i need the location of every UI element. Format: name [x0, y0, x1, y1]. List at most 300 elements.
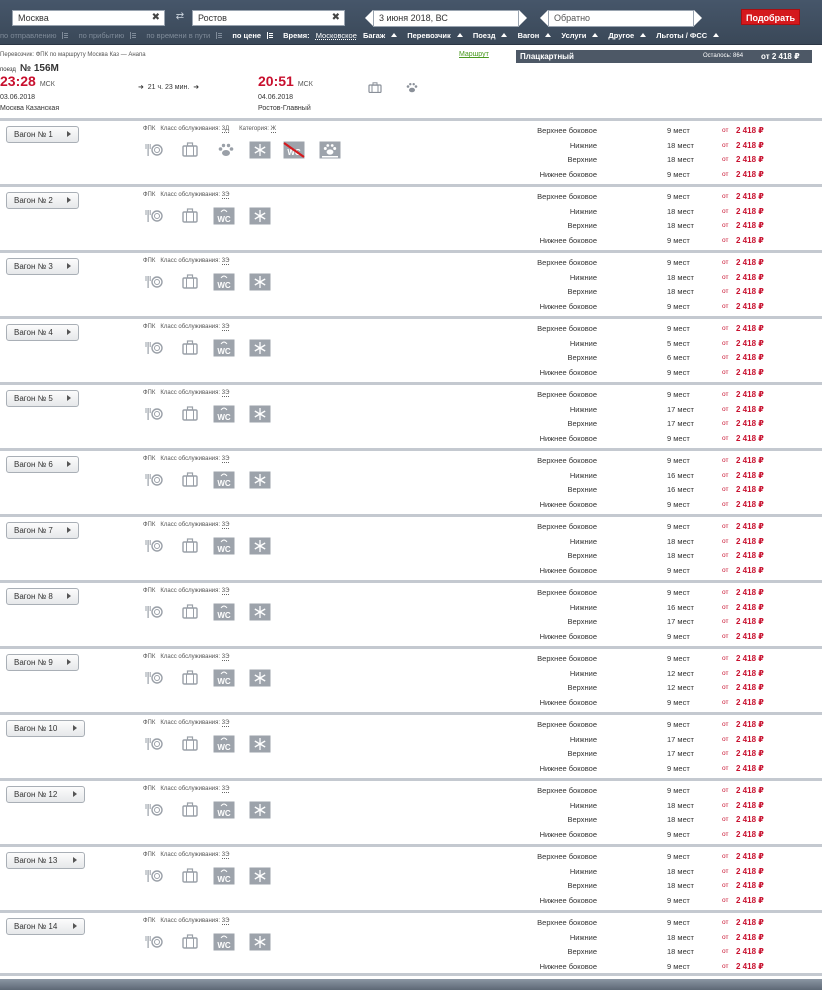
seat-row[interactable]: [560, 535, 822, 550]
seat-row[interactable]: [560, 879, 822, 894]
seat-row[interactable]: [539, 366, 822, 381]
service-class-value[interactable]: 3Э: [221, 720, 230, 726]
air-conditioning-icon: [249, 801, 271, 819]
baggage-icon: [179, 141, 201, 159]
wagon-carrier: ФПК: [143, 390, 156, 396]
sort-filter-bar: [0, 30, 727, 42]
seat-row[interactable]: [560, 403, 822, 418]
price-from-label: от: [722, 919, 729, 926]
service-class-value[interactable]: 3Э: [221, 456, 230, 462]
restaurant-icon: [143, 405, 165, 423]
seat-price: 2 418 ₽: [736, 602, 764, 612]
seat-price-list: [537, 256, 822, 314]
seat-type: Верхнее боковое: [537, 258, 597, 267]
baggage-icon: [179, 867, 201, 885]
seat-row[interactable]: [539, 432, 822, 447]
clear-from-icon[interactable]: ✖: [151, 12, 160, 23]
departure-time-value: 23:28: [0, 73, 36, 89]
service-class-label: Класс обслуживания:: [160, 522, 221, 528]
wagon-row: [0, 250, 822, 316]
price-from-label: от: [722, 933, 729, 941]
seat-row[interactable]: [537, 124, 822, 139]
price-from-label: от: [722, 259, 729, 266]
seat-row[interactable]: [560, 549, 822, 564]
seat-type: Нижнее боковое: [539, 763, 597, 773]
seat-count: 17 мест: [667, 734, 694, 744]
seat-row[interactable]: [560, 681, 822, 696]
wagon-toggle-button[interactable]: Вагон № 7: [6, 522, 79, 539]
seat-count: 18 мест: [667, 140, 694, 150]
duration-value: 21 ч. 23 мин.: [147, 84, 190, 91]
price-from-label: от: [722, 420, 729, 428]
seat-type: Нижнее боковое: [539, 301, 597, 311]
seat-count: 9 мест: [667, 390, 690, 399]
service-class-label: Класс обслуживания:: [160, 324, 221, 330]
seat-type: Верхние: [567, 221, 597, 231]
wagon-toggle-button[interactable]: Вагон № 13: [6, 852, 85, 869]
seat-row[interactable]: [560, 219, 822, 234]
wagon-toggle-button[interactable]: Вагон № 1: [6, 126, 79, 143]
filter-baggage[interactable]: [363, 30, 401, 42]
sort-icon: [216, 32, 222, 39]
restaurant-icon: [143, 339, 165, 357]
service-class-value[interactable]: 3Э: [221, 786, 230, 792]
price-from-label: от: [722, 655, 729, 662]
price-from-label: от: [722, 127, 729, 134]
price-from-label: от: [722, 368, 729, 376]
seat-row[interactable]: [560, 667, 822, 682]
seat-type: Верхние: [567, 815, 597, 825]
svg-text:WC: WC: [217, 941, 231, 950]
seat-row[interactable]: [560, 337, 822, 352]
wagon-toggle-button[interactable]: Вагон № 6: [6, 456, 79, 473]
seat-type: Нижнее боковое: [539, 565, 597, 575]
seat-row[interactable]: [537, 652, 822, 667]
caret-up-icon: [545, 33, 551, 37]
pet-icon: [405, 82, 419, 93]
seat-type: Нижнее боковое: [539, 829, 597, 839]
seat-row[interactable]: [560, 205, 822, 220]
wagon-info: [143, 390, 239, 396]
restaurant-icon: [143, 933, 165, 951]
wagon-carrier: ФПК: [143, 654, 156, 660]
svg-text:WC: WC: [217, 413, 231, 422]
air-conditioning-icon: [249, 933, 271, 951]
filter-carrier[interactable]: [407, 30, 466, 42]
seat-row[interactable]: [537, 388, 822, 403]
seat-row[interactable]: [560, 139, 822, 154]
return-date-input[interactable]: [548, 10, 694, 27]
wagon-info: [143, 654, 239, 660]
seats-left: Осталось: 864: [703, 53, 744, 59]
filter-train[interactable]: [473, 30, 512, 42]
air-conditioning-icon: [249, 339, 271, 357]
air-conditioning-icon: [249, 273, 271, 291]
seat-row[interactable]: [537, 520, 822, 535]
air-conditioning-icon: [249, 867, 271, 885]
seat-count: 9 мест: [667, 895, 690, 905]
seat-type: Нижнее боковое: [539, 367, 597, 377]
train-number-value: № 156М: [19, 63, 59, 74]
service-class-label: Класс обслуживания:: [160, 786, 221, 792]
seat-price: 2 418 ₽: [736, 734, 764, 744]
wagon-toggle-button[interactable]: Вагон № 2: [6, 192, 79, 209]
baggage-icon: [179, 801, 201, 819]
price-from-label: от: [722, 193, 729, 200]
service-class-label: Класс обслуживания:: [160, 258, 221, 264]
wagon-list: [0, 118, 822, 976]
seat-price: 2 418 ₽: [736, 932, 764, 942]
price-from-label: от: [722, 566, 729, 574]
next-date-arrow-icon[interactable]: [519, 10, 527, 26]
wagon-info: [143, 258, 239, 264]
price-from-label: от: [722, 603, 729, 611]
svg-text:WC: WC: [287, 148, 301, 157]
seat-type: Нижние: [569, 800, 597, 810]
seat-price: 2 418 ₽: [736, 169, 764, 179]
svg-text:WC: WC: [217, 809, 231, 818]
class-price-from: от 2 418 ₽: [761, 52, 800, 61]
seat-type: Нижние: [569, 866, 597, 876]
sort-by-departure[interactable]: [0, 30, 72, 42]
class-summary-bar[interactable]: [516, 50, 812, 63]
seat-price: 2 418 ₽: [736, 749, 764, 759]
svg-text:WC: WC: [217, 281, 231, 290]
carrier-line: Перевозчик: ФПК по маршруту Москва Каз — Анапа: [0, 52, 146, 58]
seat-count: 9 мест: [667, 763, 690, 773]
seat-row[interactable]: [560, 285, 822, 300]
bottom-bar: [0, 979, 822, 990]
seat-count: 9 мест: [667, 631, 690, 641]
sort-icon: [62, 32, 68, 39]
seat-row[interactable]: [537, 916, 822, 931]
svg-text:WC: WC: [217, 215, 231, 224]
sort-by-arrival[interactable]: [79, 30, 141, 42]
price-from-label: от: [722, 339, 729, 347]
service-class-label: Класс обслуживания:: [160, 918, 221, 924]
arrival-station: Ростов-Главный: [258, 105, 311, 112]
date-value: 3 июня 2018, ВС: [379, 13, 448, 23]
sort-by-arrival-label: по прибытию: [78, 31, 125, 40]
wagon-row: [0, 712, 822, 778]
sort-by-departure-label: по отправлению: [0, 31, 57, 40]
service-class-value[interactable]: 3Э: [221, 918, 230, 924]
seat-price: 2 418 ₽: [736, 522, 764, 531]
seat-count: 9 мест: [667, 565, 690, 575]
seat-price: 2 418 ₽: [736, 895, 764, 905]
price-from-label: от: [722, 962, 729, 970]
seat-count: 17 мест: [667, 419, 694, 429]
seat-row[interactable]: [537, 454, 822, 469]
wagon-toggle-button[interactable]: Вагон № 14: [6, 918, 85, 935]
price-from-label: от: [722, 325, 729, 332]
price-from-label: от: [722, 471, 729, 479]
price-from-label: от: [722, 735, 729, 743]
seat-row[interactable]: [539, 630, 822, 645]
to-station-input[interactable]: [192, 10, 345, 26]
filter-carrier-label: Перевозчик: [407, 31, 451, 40]
category-label: Категория:: [239, 126, 269, 132]
seat-count: 18 мест: [667, 206, 694, 216]
seat-row[interactable]: [539, 828, 822, 843]
seat-row[interactable]: [537, 718, 822, 733]
wagon-row: [0, 184, 822, 250]
category-value[interactable]: Ж: [270, 126, 277, 132]
return-next-arrow-icon[interactable]: [694, 10, 702, 26]
wc-icon: [213, 273, 235, 291]
wagon-row: [0, 646, 822, 712]
service-class-value[interactable]: 3Д: [221, 126, 230, 132]
wagon-info: [143, 918, 239, 924]
seat-type: Верхнее боковое: [537, 786, 597, 795]
seat-type: Верхнее боковое: [537, 456, 597, 465]
service-class-label: Класс обслуживания:: [160, 588, 221, 594]
filter-wagon[interactable]: [518, 30, 556, 42]
sort-by-travel-time[interactable]: [146, 30, 226, 42]
seat-price: 2 418 ₽: [736, 763, 764, 773]
seat-type: Верхнее боковое: [537, 324, 597, 333]
seat-price: 2 418 ₽: [736, 235, 764, 245]
wagon-carrier: ФПК: [143, 324, 156, 330]
wagon-row: [0, 844, 822, 910]
seat-price: 2 418 ₽: [736, 881, 764, 891]
price-from-label: от: [722, 222, 729, 230]
seat-row[interactable]: [539, 960, 822, 975]
seat-row[interactable]: [560, 483, 822, 498]
seat-price: 2 418 ₽: [736, 947, 764, 957]
prev-date-arrow-icon[interactable]: [365, 10, 373, 26]
price-from-label: от: [722, 523, 729, 530]
seat-count: 9 мест: [667, 258, 690, 267]
seat-type: Нижние: [569, 338, 597, 348]
seat-row[interactable]: [537, 190, 822, 205]
filter-benefits[interactable]: [656, 30, 723, 42]
seat-price: 2 418 ₽: [736, 829, 764, 839]
seat-row[interactable]: [537, 256, 822, 271]
seat-row[interactable]: [539, 234, 822, 249]
filter-services[interactable]: [561, 30, 602, 42]
arrival-tz: МСК: [297, 81, 313, 88]
seat-count: 9 мест: [667, 720, 690, 729]
baggage-icon: [179, 603, 201, 621]
seat-count: 18 мест: [667, 155, 694, 165]
seat-row[interactable]: [539, 168, 822, 183]
service-class-label: Класс обслуживания:: [160, 654, 221, 660]
service-class-value[interactable]: 3Э: [221, 192, 230, 198]
swap-stations-icon[interactable]: ⇄: [175, 11, 185, 22]
svg-text:WC: WC: [217, 545, 231, 554]
wagon-toggle-button[interactable]: Вагон № 3: [6, 258, 79, 275]
sort-by-price[interactable]: [232, 30, 277, 42]
wc-icon: [213, 933, 235, 951]
clear-to-icon[interactable]: ✖: [331, 12, 340, 23]
seat-count: 9 мест: [667, 456, 690, 465]
seat-count: 18 мест: [667, 881, 694, 891]
pet-icon: [215, 141, 237, 159]
price-from-label: от: [722, 391, 729, 398]
service-class-value[interactable]: 3Э: [221, 522, 230, 528]
wagon-toggle-button[interactable]: Вагон № 12: [6, 786, 85, 803]
air-conditioning-icon: [249, 735, 271, 753]
date-input[interactable]: [373, 10, 519, 27]
seat-row[interactable]: [539, 300, 822, 315]
to-station-value: Ростов: [198, 13, 227, 23]
filter-other[interactable]: [608, 30, 650, 42]
wagon-toggle-button[interactable]: Вагон № 4: [6, 324, 79, 341]
seat-price-list: [537, 520, 822, 578]
service-class-value[interactable]: 3Э: [221, 258, 230, 264]
seat-count: 9 мест: [667, 433, 690, 443]
seat-row[interactable]: [537, 322, 822, 337]
wagon-row: [0, 448, 822, 514]
seat-price: 2 418 ₽: [736, 272, 764, 282]
seat-type: Нижнее боковое: [539, 697, 597, 707]
seat-type: Верхнее боковое: [537, 588, 597, 597]
air-conditioning-icon: [249, 537, 271, 555]
seat-row[interactable]: [560, 469, 822, 484]
restaurant-icon: [143, 867, 165, 885]
restaurant-icon: [143, 669, 165, 687]
wagon-carrier: ФПК: [143, 588, 156, 594]
arrival-time-value: 20:51: [258, 73, 294, 89]
departure-time: [0, 73, 55, 89]
route-link[interactable]: Маршрут: [459, 51, 489, 58]
seat-type: Верхние: [567, 485, 597, 495]
price-from-label: от: [722, 156, 729, 164]
seat-price: 2 418 ₽: [736, 815, 764, 825]
service-class-value[interactable]: 3Э: [221, 852, 230, 858]
seat-row[interactable]: [560, 615, 822, 630]
seat-type: Нижние: [569, 602, 597, 612]
sort-by-price-label: по цене: [232, 31, 262, 40]
service-class-value[interactable]: 3Э: [221, 654, 230, 660]
seat-row[interactable]: [560, 799, 822, 814]
from-station-input[interactable]: [12, 10, 165, 26]
seat-row[interactable]: [537, 850, 822, 865]
caret-up-icon: [391, 33, 397, 37]
price-from-label: от: [722, 684, 729, 692]
wc-icon: [213, 801, 235, 819]
seat-row[interactable]: [560, 153, 822, 168]
seat-row[interactable]: [560, 865, 822, 880]
price-from-label: от: [722, 288, 729, 296]
wagon-row: [0, 910, 822, 976]
sort-icon: [267, 32, 273, 39]
seat-row[interactable]: [560, 733, 822, 748]
seat-row[interactable]: [537, 784, 822, 799]
seat-price: 2 418 ₽: [736, 324, 764, 333]
seat-count: 9 мест: [667, 169, 690, 179]
price-from-label: от: [722, 457, 729, 464]
seat-price: 2 418 ₽: [736, 683, 764, 693]
seat-price: 2 418 ₽: [736, 353, 764, 363]
seat-price: 2 418 ₽: [736, 301, 764, 311]
seat-row[interactable]: [560, 813, 822, 828]
wc-icon: [213, 603, 235, 621]
service-class-label: Класс обслуживания:: [160, 192, 221, 198]
seat-count: 9 мест: [667, 829, 690, 839]
seat-row[interactable]: [560, 417, 822, 432]
seat-row[interactable]: [560, 271, 822, 286]
seat-price: 2 418 ₽: [736, 668, 764, 678]
service-class-label: Класс обслуживания:: [160, 390, 221, 396]
seat-price-list: [537, 388, 822, 446]
baggage-icon: [179, 273, 201, 291]
seat-row[interactable]: [560, 747, 822, 762]
seat-type: Верхние: [567, 881, 597, 891]
filter-benefits-label: Льготы / ФСС: [656, 31, 708, 40]
seat-price-list: [537, 652, 822, 710]
wagon-row: [0, 778, 822, 844]
price-from-label: от: [722, 801, 729, 809]
seat-row[interactable]: [539, 894, 822, 909]
wagon-toggle-button[interactable]: Вагон № 8: [6, 588, 79, 605]
wagon-info: [143, 588, 239, 594]
baggage-icon: [368, 82, 382, 93]
seat-row[interactable]: [560, 945, 822, 960]
filter-baggage-label: Багаж: [362, 31, 386, 40]
seat-type: Верхнее боковое: [537, 720, 597, 729]
price-from-label: от: [722, 537, 729, 545]
price-from-label: от: [722, 750, 729, 758]
service-class-value[interactable]: 3Э: [221, 588, 230, 594]
time-zone-select[interactable]: Московское: [315, 31, 357, 40]
seat-type: Нижнее боковое: [539, 895, 597, 905]
service-class-value[interactable]: 3Э: [221, 390, 230, 396]
price-from-label: от: [722, 500, 729, 508]
seat-row[interactable]: [560, 601, 822, 616]
air-conditioning-icon: [249, 669, 271, 687]
find-button[interactable]: Подобрать: [741, 9, 800, 25]
seat-price: 2 418 ₽: [736, 565, 764, 575]
seat-count: 12 мест: [667, 683, 694, 693]
price-from-label: от: [722, 170, 729, 178]
service-class-label: Класс обслуживания:: [160, 126, 221, 132]
seat-row[interactable]: [539, 498, 822, 513]
baggage-icon: [179, 471, 201, 489]
air-conditioning-icon: [249, 207, 271, 225]
air-conditioning-icon: [249, 141, 271, 159]
seat-row[interactable]: [560, 351, 822, 366]
svg-text:WC: WC: [217, 743, 231, 752]
seat-type: Верхние: [567, 419, 597, 429]
price-from-label: от: [722, 552, 729, 560]
seat-row[interactable]: [539, 696, 822, 711]
wagon-toggle-button[interactable]: Вагон № 10: [6, 720, 85, 737]
return-prev-arrow-icon[interactable]: [540, 10, 548, 26]
seat-row[interactable]: [537, 586, 822, 601]
wagon-info: [143, 126, 286, 132]
service-class-value[interactable]: 3Э: [221, 324, 230, 330]
seat-price: 2 418 ₽: [736, 852, 764, 861]
wagon-toggle-button[interactable]: Вагон № 5: [6, 390, 79, 407]
seat-type: Нижние: [569, 932, 597, 942]
seat-type: Верхние: [567, 683, 597, 693]
wagon-toggle-button[interactable]: Вагон № 9: [6, 654, 79, 671]
seat-row[interactable]: [560, 931, 822, 946]
seat-price: 2 418 ₽: [736, 155, 764, 165]
seat-count: 12 мест: [667, 668, 694, 678]
wc-icon: [213, 735, 235, 753]
seat-row[interactable]: [539, 564, 822, 579]
price-from-label: от: [722, 787, 729, 794]
travel-duration: ➜ 21 ч. 23 мин. ➜: [138, 84, 200, 91]
seat-row[interactable]: [539, 762, 822, 777]
wagon-carrier: ФПК: [143, 786, 156, 792]
seat-price: 2 418 ₽: [736, 140, 764, 150]
wagon-row: [0, 316, 822, 382]
seat-count: 6 мест: [667, 353, 690, 363]
